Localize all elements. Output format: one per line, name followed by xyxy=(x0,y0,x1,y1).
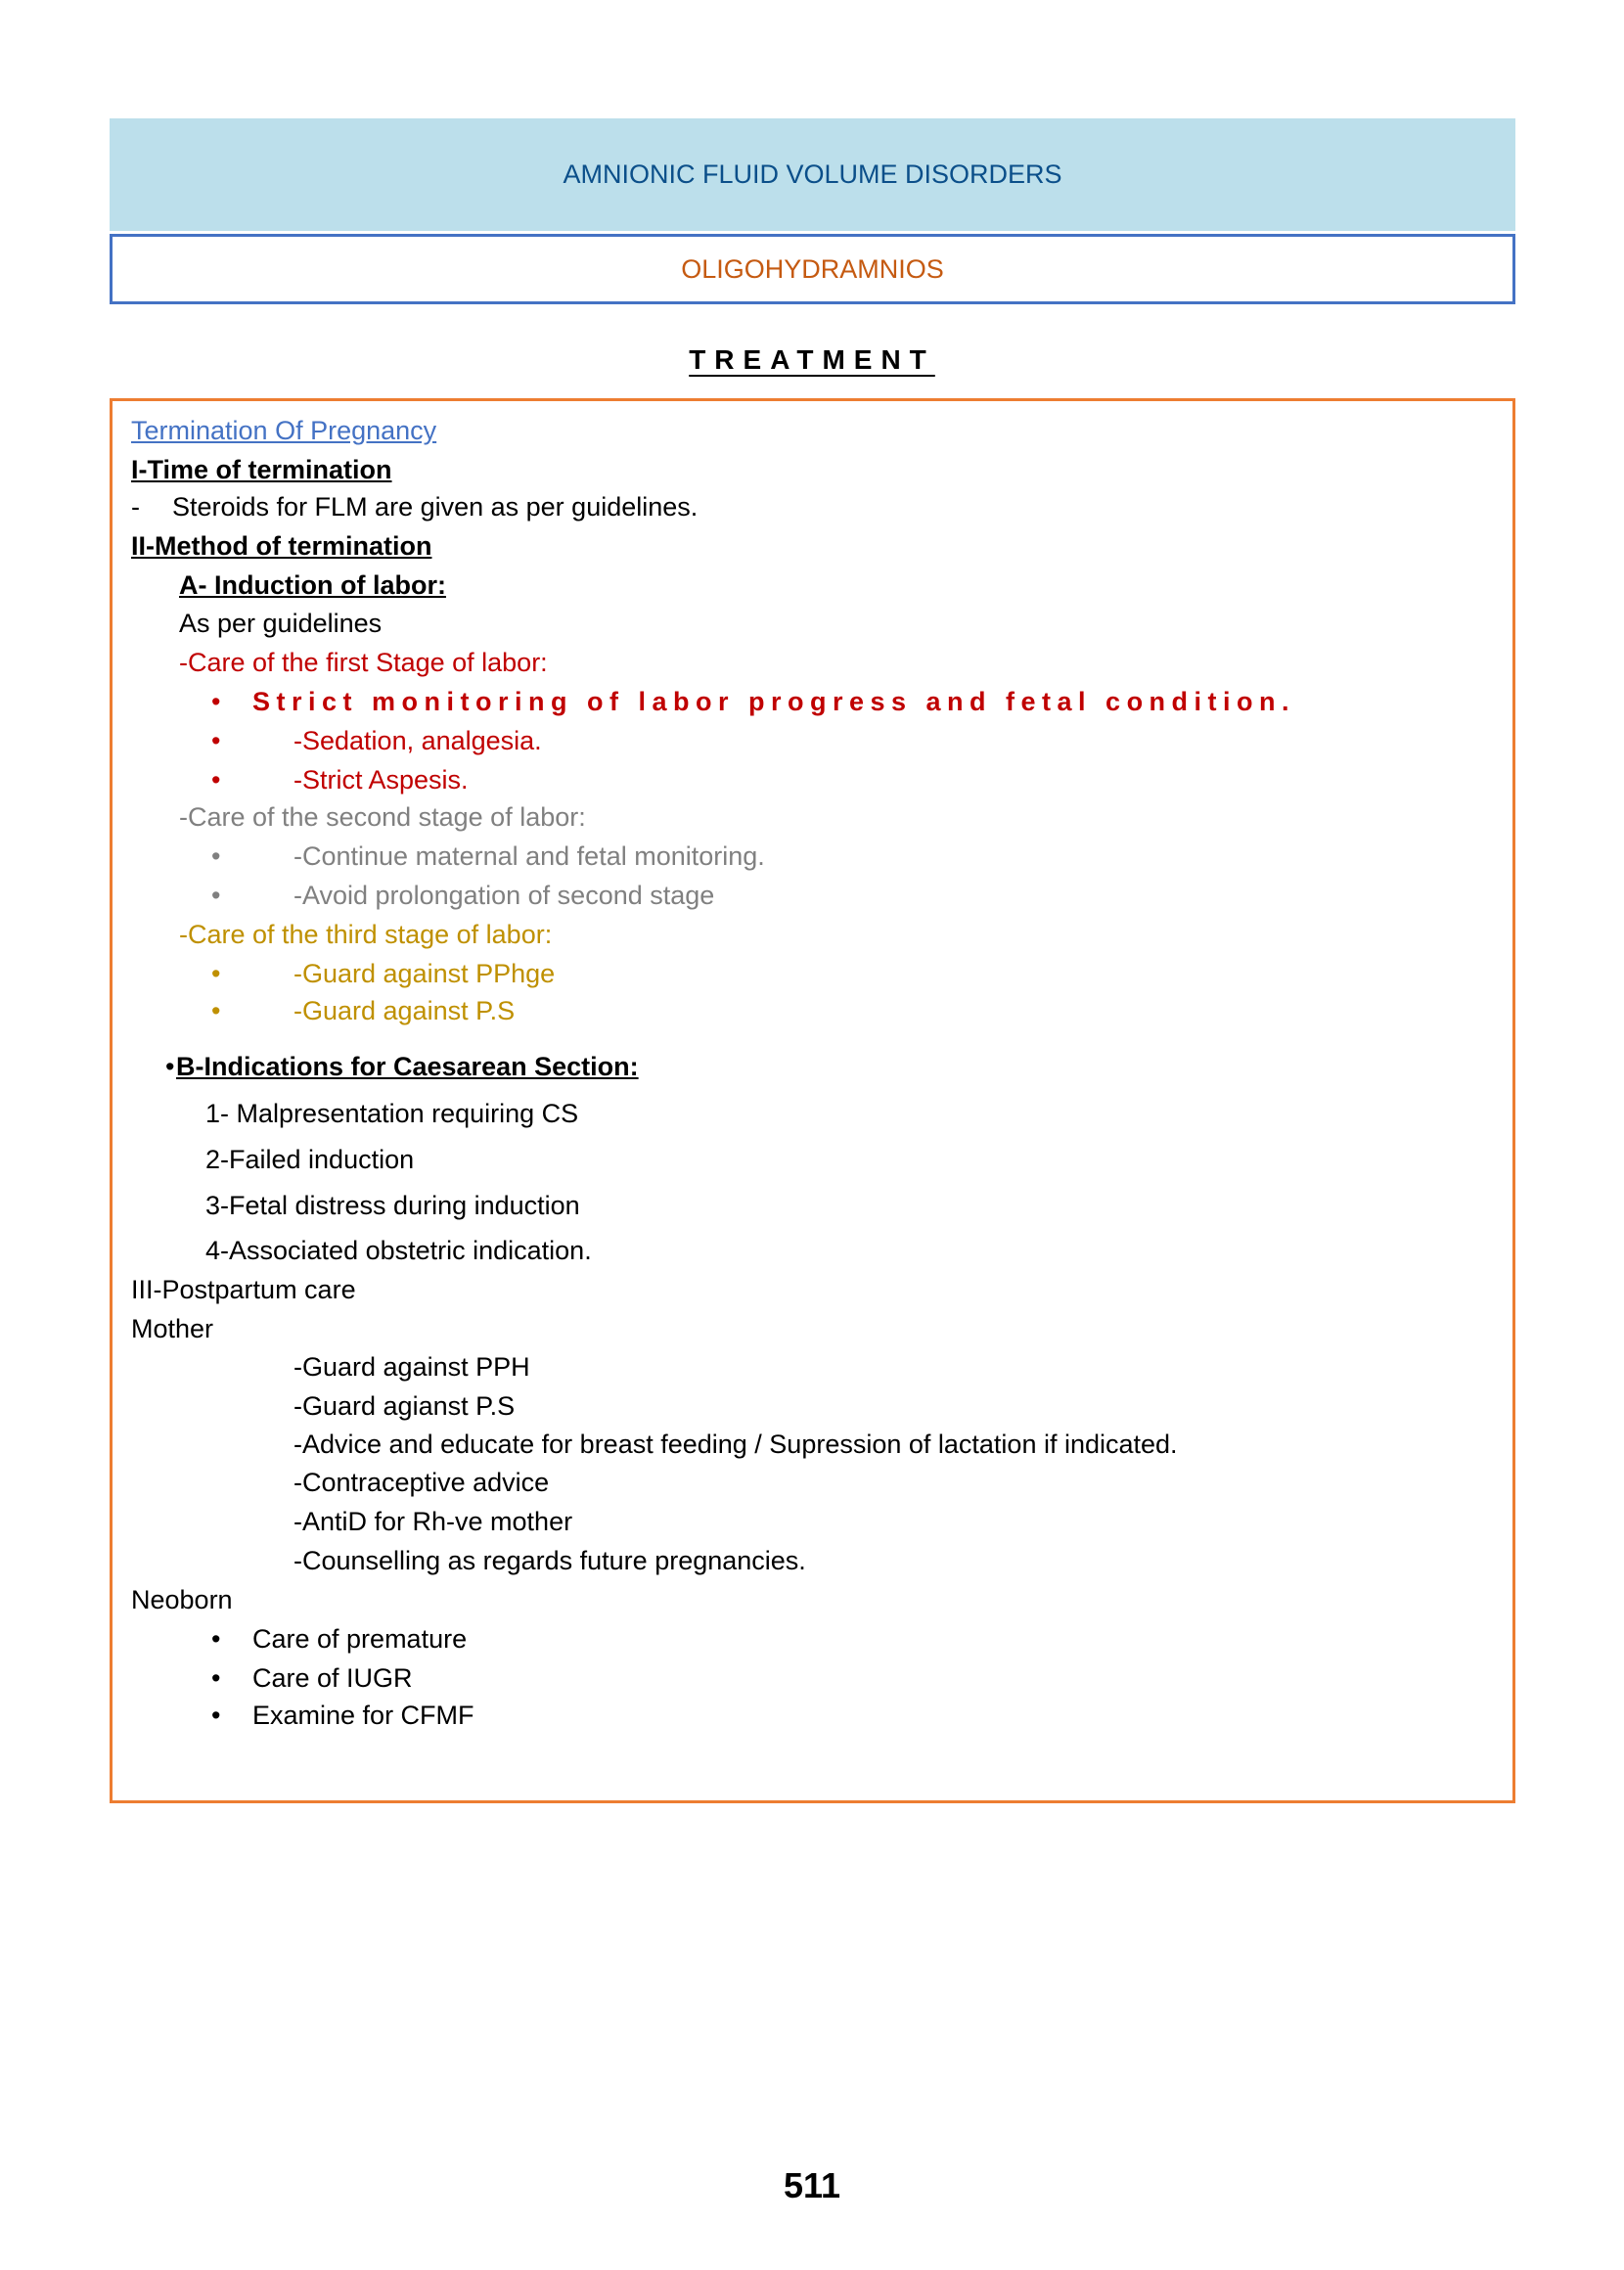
induction-text: As per guidelines xyxy=(179,609,383,638)
list-item: Examine for CFMF xyxy=(252,1701,474,1730)
bullet: • xyxy=(211,841,221,871)
list-item: -Avoid prolongation of second stage xyxy=(293,881,715,910)
time-text: Steroids for FLM are given as per guidelines. xyxy=(172,492,699,522)
mother-heading: Mother xyxy=(131,1314,214,1343)
list-item: 1- Malpresentation requiring CS xyxy=(205,1099,579,1128)
list-item: -Strict Aspesis. xyxy=(293,765,469,794)
list-item: -Continue maternal and fetal monitoring. xyxy=(293,841,765,871)
bullet: • xyxy=(211,1624,221,1654)
bullet: • xyxy=(211,881,221,910)
time-heading: I-Time of termination xyxy=(131,455,392,484)
list-item: -Advice and educate for breast feeding / Supression of lactation if indicated. xyxy=(293,1430,1178,1459)
bullet: • xyxy=(211,1701,221,1730)
bullet: • xyxy=(211,1663,221,1693)
postpartum-heading: III-Postpartum care xyxy=(131,1275,356,1304)
neoborn-heading: Neoborn xyxy=(131,1585,233,1614)
list-item: -Counselling as regards future pregnancies. xyxy=(293,1546,806,1575)
method-heading: II-Method of termination xyxy=(131,531,432,561)
second-stage-heading: -Care of the second stage of labor: xyxy=(179,802,586,832)
list-item: -Guard against PPH xyxy=(293,1352,530,1382)
list-item: Care of premature xyxy=(252,1624,468,1654)
chapter-title: AMNIONIC FLUID VOLUME DISORDERS xyxy=(563,159,1062,189)
bullet: • xyxy=(211,765,221,794)
list-item: -Contraceptive advice xyxy=(293,1468,550,1497)
bullet: • xyxy=(211,996,221,1025)
list-item: 3-Fetal distress during induction xyxy=(205,1191,580,1220)
first-stage-heading: -Care of the first Stage of labor: xyxy=(179,648,548,677)
bullet: • xyxy=(211,959,221,988)
list-item: Strict monitoring of labor progress and fetal condition. xyxy=(252,687,1296,716)
induction-heading: A- Induction of labor: xyxy=(179,570,446,600)
topic-title: OLIGOHYDRAMNIOS xyxy=(681,253,944,284)
termination-link[interactable]: Termination Of Pregnancy xyxy=(131,416,437,445)
cs-heading: B-Indications for Caesarean Section: xyxy=(176,1052,639,1081)
bullet: • xyxy=(211,726,221,755)
page-number: 511 xyxy=(783,2165,841,2205)
list-item: -Guard agianst P.S xyxy=(293,1391,516,1421)
list-item: -Guard against PPhge xyxy=(293,959,556,988)
list-item: -Sedation, analgesia. xyxy=(293,726,542,755)
section-title: TREATMENT xyxy=(689,344,935,375)
third-stage-heading: -Care of the third stage of labor: xyxy=(179,920,553,949)
dash: - xyxy=(131,492,140,522)
chapter-header xyxy=(110,118,1515,231)
bullet: • xyxy=(165,1052,175,1081)
list-item: Care of IUGR xyxy=(252,1663,413,1693)
topic-header xyxy=(110,234,1515,304)
list-item: -Guard against P.S xyxy=(293,996,516,1025)
list-item: 2-Failed induction xyxy=(205,1145,415,1174)
list-item: -AntiD for Rh-ve mother xyxy=(293,1507,573,1536)
list-item: 4-Associated obstetric indication. xyxy=(205,1236,592,1265)
bullet: • xyxy=(211,687,221,716)
